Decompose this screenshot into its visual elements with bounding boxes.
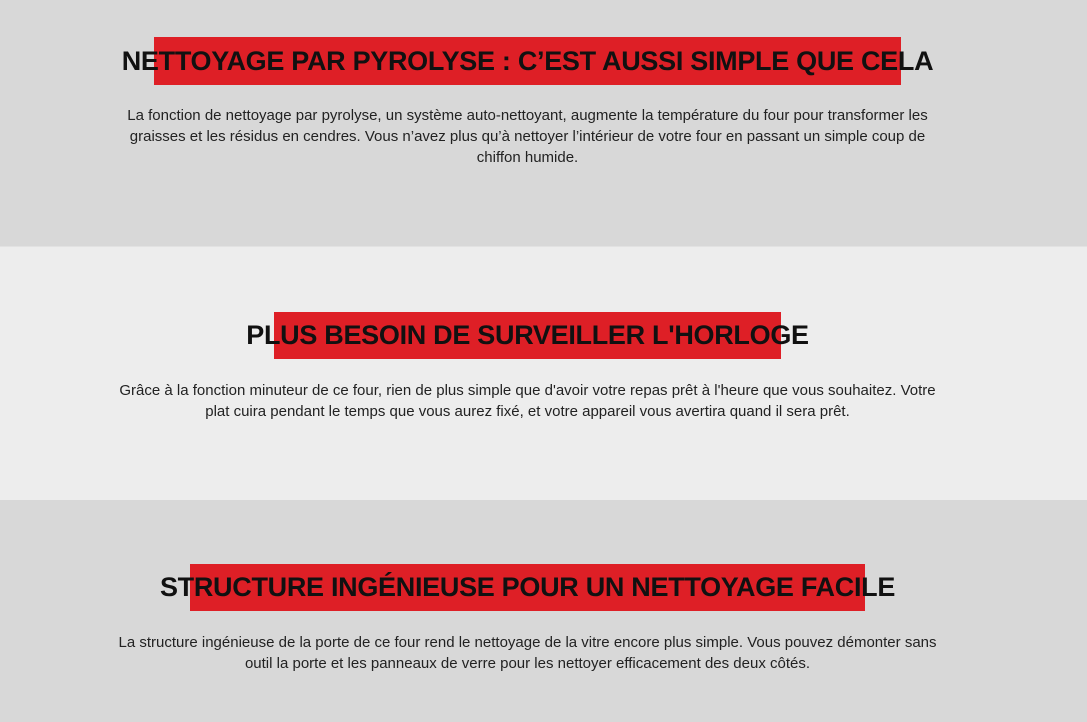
section-heading: STRUCTURE INGÉNIEUSE POUR UN NETTOYAGE FACILE	[190, 564, 865, 611]
section-description: La fonction de nettoyage par pyrolyse, un système auto-nettoyant, augmente la température du four pour transformer les graisses et les résidus en cendres. Vous n’avez plus qu’à nettoyer l’intérieur de votre four en passant un simple coup de chiffon humide.	[127, 107, 928, 166]
feature-section-timer	[0, 246, 1087, 500]
feature-section-pyrolysis	[0, 0, 1087, 246]
section-description: La structure ingénieuse de la porte de ce four rend le nettoyage de la vitre encore plus simple. Vous pouvez démonter sans outil la porte et les panneaux de verre pour les nettoyer efficacement des deux côtés.	[118, 634, 937, 672]
section-heading: NETTOYAGE PAR PYROLYSE : C’EST AUSSI SIMPLE QUE CELA	[154, 37, 901, 85]
section-description: Grâce à la fonction minuteur de ce four, rien de plus simple que d'avoir votre repas prêt à l'heure que vous souhaitez. Votre plat cuira pendant le temps que vous aurez fixé, et votre appareil vous avertira quand il sera prêt.	[119, 382, 936, 420]
feature-section-door-structure	[0, 500, 1087, 722]
section-heading: PLUS BESOIN DE SURVEILLER L'HORLOGE	[274, 312, 781, 359]
